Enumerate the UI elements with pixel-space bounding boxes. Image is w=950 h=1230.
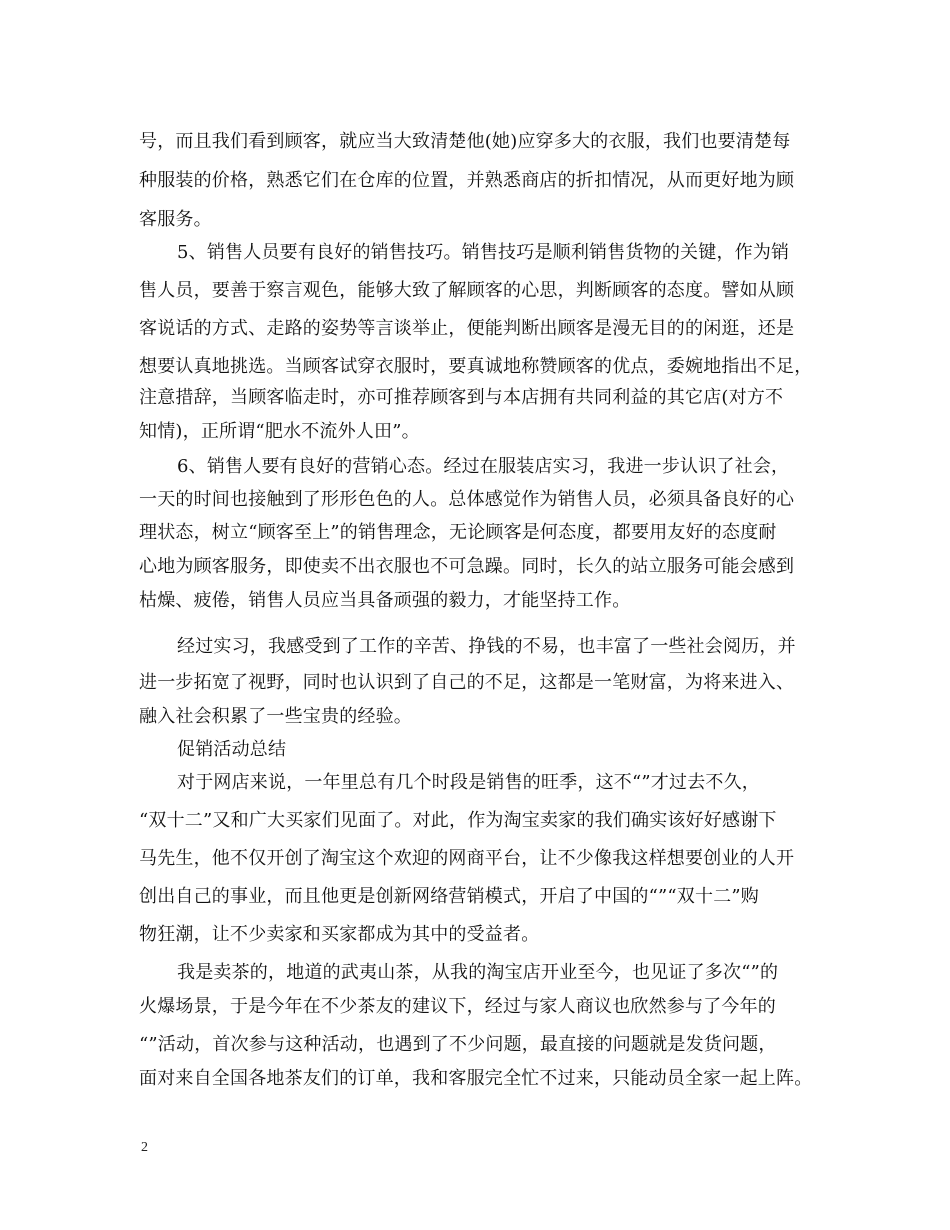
text-line: 枯燥、疲倦，销售人员应当具备顽强的毅力，才能坚持工作。 — [139, 590, 631, 611]
text-line: 售人员，要善于察言观色，能够大致了解顾客的心思，判断顾客的态度。譬如从顾 — [139, 280, 795, 301]
text-line: 一天的时间也接触到了形形色色的人。总体感觉作为销售人员，必须具备良好的心 — [139, 489, 795, 510]
text-line: 想要认真地挑选。当顾客试穿衣服时，要真诚地称赞顾客的优点，委婉地指出不足， — [139, 356, 813, 377]
text-line: 知情)，正所谓“肥水不流外人田”。 — [139, 421, 420, 442]
text-line: 进一步拓宽了视野，同时也认识到了自己的不足，这都是一笔财富，为将来进入、 — [139, 672, 795, 693]
text-line: 客说话的方式、走路的姿势等言谈举止，便能判断出顾客是漫无目的的闲逛，还是 — [139, 318, 795, 339]
text-line: 心地为顾客服务，即使卖不出衣服也不可急躁。同时，长久的站立服务可能会感到 — [139, 556, 795, 577]
text-line: 物狂潮，让不少卖家和买家都成为其中的受益者。 — [139, 924, 540, 945]
text-line: 5、销售人员要有良好的销售技巧。销售技巧是顺利销售货物的关键，作为销 — [177, 242, 790, 263]
text-line: 经过实习，我感受到了工作的辛苦、挣钱的不易，也丰富了一些社会阅历，并 — [177, 636, 796, 657]
text-line: 号，而且我们看到顾客，就应当大致清楚他(她)应穿多大的衣服，我们也要清楚每 — [139, 131, 791, 152]
text-line: 我是卖茶的，地道的武夷山茶，从我的淘宝店开业至今，也见证了多次“”的 — [177, 962, 779, 983]
text-line: 面对来自全国各地茶友们的订单，我和客服完全忙不过来，只能动员全家一起上阵。 — [139, 1068, 813, 1089]
text-line: 注意措辞，当顾客临走时，亦可推荐顾客到与本店拥有共同利益的其它店(对方不 — [139, 387, 784, 408]
text-line: 6、销售人要有良好的营销心态。经过在服装店实习，我进一步认识了社会， — [177, 456, 790, 477]
text-line: 马先生，他不仅开创了淘宝这个欢迎的网商平台，让不少像我这样想要创业的人开 — [139, 848, 795, 869]
text-line: 火爆场景，于是今年在不少茶友的建议下，经过与家人商议也欣然参与了今年的 — [139, 996, 776, 1017]
text-line: 种服装的价格，熟悉它们在仓库的位置，并熟悉商店的折扣情况，从而更好地为顾 — [139, 170, 795, 191]
section-heading: 促销活动总结 — [177, 739, 287, 760]
text-line: 创出自己的事业，而且他更是创新网络营销模式，开启了中国的“”“双十二”购 — [139, 886, 760, 907]
text-line: “双十二”又和广大买家们见面了。对此，作为淘宝卖家的我们确实该好好感谢下 — [139, 810, 777, 831]
page-number: 2 — [141, 1140, 148, 1155]
text-line: 对于网店来说，一年里总有几个时段是销售的旺季，这不“”才过去不久， — [177, 772, 761, 793]
text-line: “”活动，首次参与这种活动，也遇到了不少问题，最直接的问题就是发货问题， — [139, 1034, 777, 1055]
text-line: 客服务。 — [139, 209, 212, 230]
text-line: 融入社会积累了一些宝贵的经验。 — [139, 706, 412, 727]
text-line: 理状态，树立“顾客至上”的销售理念，无论顾客是何态度，都要用友好的态度耐 — [139, 522, 777, 543]
